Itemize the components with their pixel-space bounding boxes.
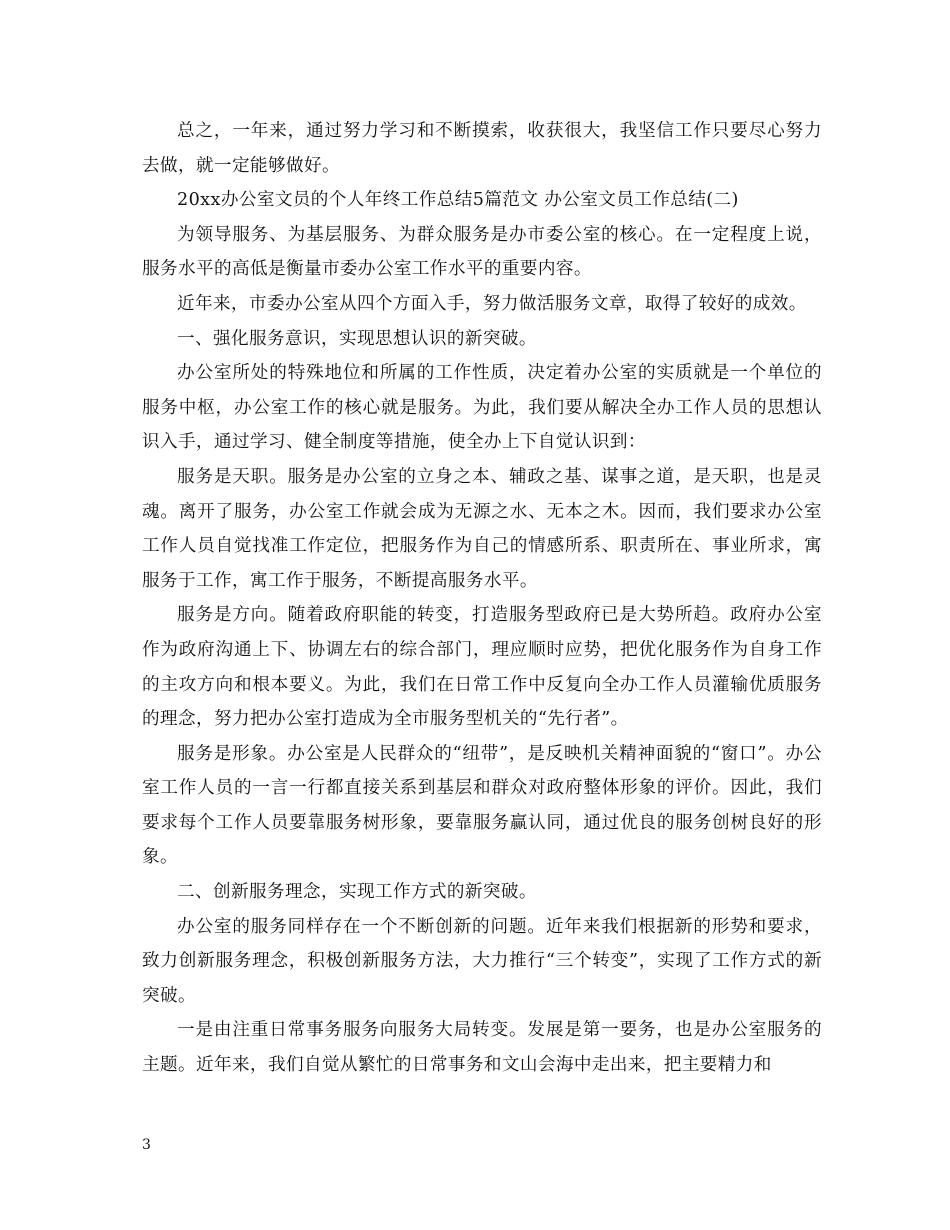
paragraph-6: 服务是方向。随着政府职能的转变，打造服务型政府已是大势所趋。政府办公室作为政府沟通上下、协调左右的综合部门，理应顺时应势，把优化服务作为自身工作的主攻方向和根本要义。为此，我们在日常工作中反复向全办工作人员灌输优质服务的理念，努力把办公室打造成为全市服务型机关的“先行者”。	[142, 605, 822, 730]
document-body	[142, 114, 822, 1083]
paragraph-2: 为领导服务、为基层服务、为群众服务是办市委公室的核心。在一定程度上说，服务水平的高低是衡量市委办公室工作水平的重要内容。	[142, 224, 822, 280]
subheading-2: 二、创新服务理念，实现工作方式的新突破。	[177, 882, 537, 903]
page-number: 3	[142, 1137, 151, 1153]
paragraph-4: 办公室所处的特殊地位和所属的工作性质，决定着办公室的实质就是一个单位的服务中枢，办公室工作的核心就是服务。为此，我们要从解决全办工作人员的思想认识入手，通过学习、健全制度等措施，使全办上下自觉认识到：	[142, 363, 822, 453]
paragraph-7: 服务是形象。办公室是人民群众的“纽带”，是反映机关精神面貌的“窗口”。办公室工作人员的一言一行都直接关系到基层和群众对政府整体形象的评价。因此，我们要求每个工作人员要靠服务树形象，要靠服务赢认同，通过优良的服务创树良好的形象。	[142, 743, 822, 868]
section-heading: 20xx办公室文员的个人年终工作总结5篇范文 办公室文员工作总结(二)	[177, 190, 739, 211]
paragraph-1: 总之，一年来，通过努力学习和不断摸索，收获很大，我坚信工作只要尽心努力去做，就一定能够做好。	[142, 121, 822, 176]
paragraph-8: 办公室的服务同样存在一个不断创新的问题。近年来我们根据新的形势和要求，致力创新服务理念，积极创新服务方法，大力推行“三个转变”，实现了工作方式的新突破。	[142, 916, 822, 1006]
paragraph-5: 服务是天职。服务是办公室的立身之本、辅政之基、谋事之道，是天职，也是灵魂。离开了服务，办公室工作就会成为无源之水、无本之木。因而，我们要求办公室工作人员自觉找准工作定位，把服务作为自己的情感所系、职责所在、事业所求，寓服务于工作，寓工作于服务，不断提高服务水平。	[142, 466, 822, 591]
subheading-1: 一、强化服务意识，实现思想认识的新突破。	[177, 328, 537, 349]
paragraph-3: 近年来，市委办公室从四个方面入手，努力做活服务文章，取得了较好的成效。	[177, 293, 807, 314]
paragraph-9: 一是由注重日常事务服务向服务大局转变。发展是第一要务，也是办公室服务的主题。近年来，我们自觉从繁忙的日常事务和文山会海中走出来，把主要精力和	[142, 1020, 822, 1076]
